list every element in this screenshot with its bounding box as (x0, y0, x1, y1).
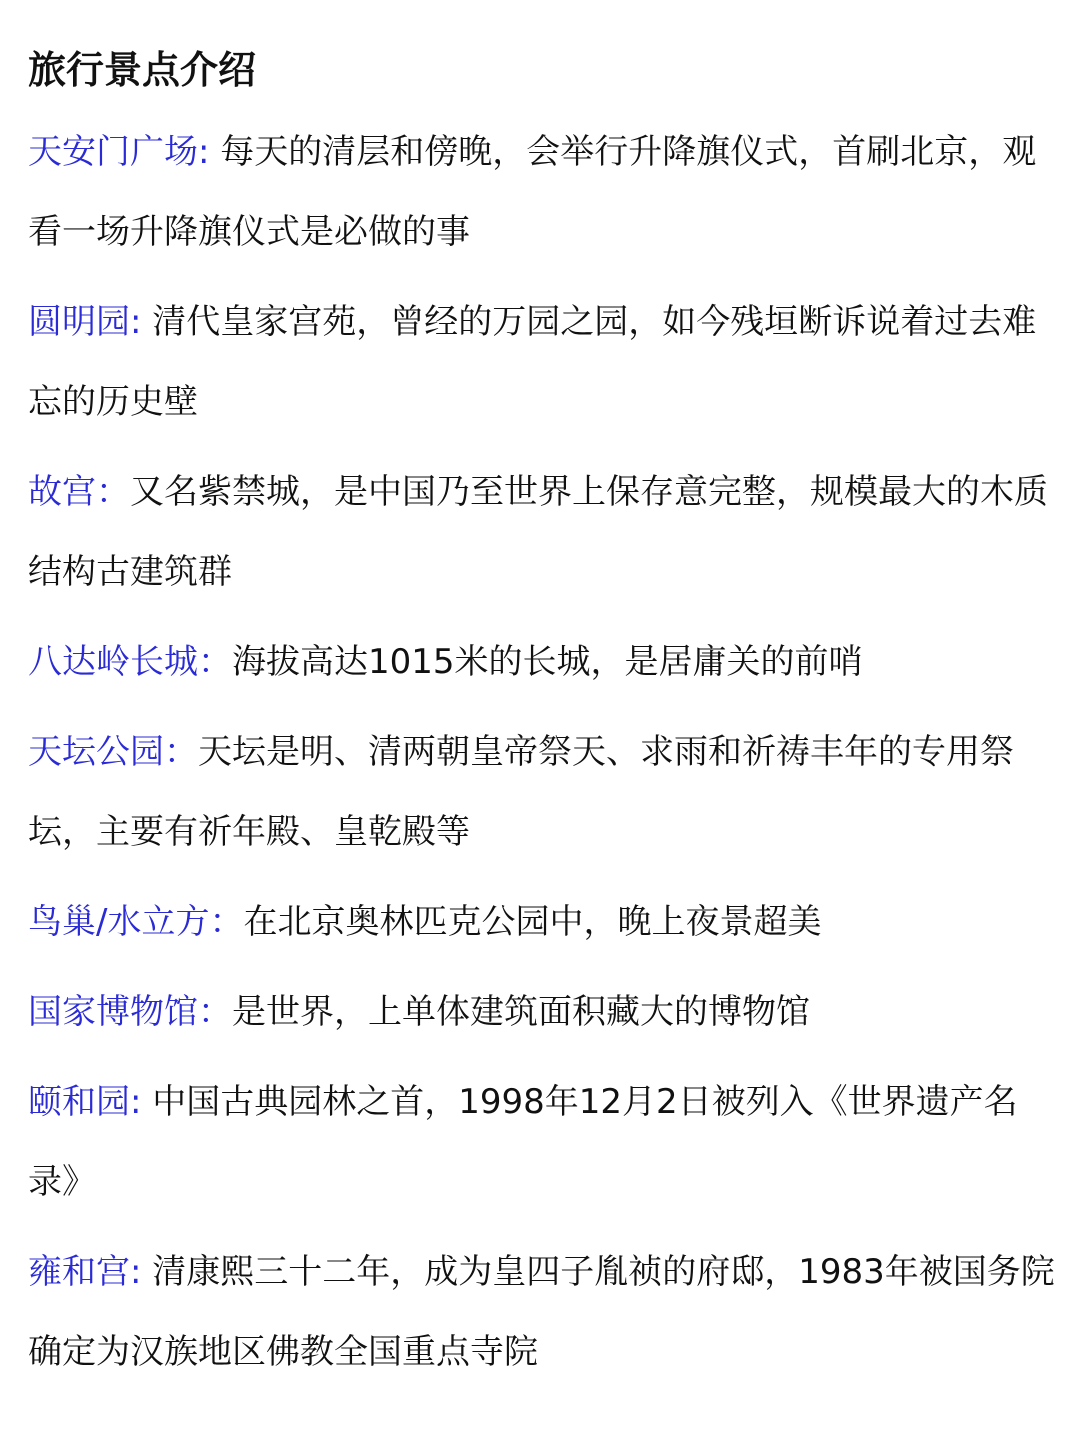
attraction-entry-tiantan (28, 712, 1058, 872)
attraction-description: 在北京奥林匹克公园中，晚上夜景超美 (243, 902, 822, 942)
attraction-name: 颐和园 (28, 1082, 130, 1122)
attraction-description: 中国古典园林之首，1998年12月2日被列入《世界遗产名录》 (28, 1082, 1018, 1202)
attraction-name: 八达岭长城 (28, 642, 198, 682)
attraction-separator: : (198, 132, 221, 172)
attraction-entry-gugong (28, 452, 1058, 612)
attraction-description: 海拔高达1015米的长城，是居庸关的前哨 (232, 642, 863, 682)
attraction-separator: : (130, 302, 153, 342)
attraction-entry-niaochao (28, 882, 1058, 962)
attraction-name: 天坛公园 (28, 732, 164, 772)
attraction-description: 又名紫禁城，是中国乃至世界上保存意完整，规模最大的木质结构古建筑群 (28, 472, 1048, 592)
page-title: 旅行景点介绍 (28, 48, 257, 92)
attraction-separator: ： (164, 732, 198, 772)
attraction-entry-yonghegong (28, 1232, 1058, 1392)
attraction-separator: : (130, 1252, 153, 1292)
attraction-entry-yuanmingyuan (28, 282, 1058, 442)
document-page (28, 38, 1058, 1402)
attraction-entry-yiheyuan (28, 1062, 1058, 1222)
attraction-description: 每天的清层和傍晚，会举行升降旗仪式，首刷北京，观看一场升降旗仪式是必做的事 (28, 132, 1037, 252)
attraction-separator: ： (198, 992, 232, 1032)
attraction-entry-guobo (28, 972, 1058, 1052)
attraction-description: 清康熙三十二年，成为皇四子胤祯的府邸，1983年被国务院确定为汉族地区佛教全国重点寺院 (28, 1252, 1055, 1372)
attraction-separator: ： (96, 472, 130, 512)
attraction-name: 国家博物馆 (28, 992, 198, 1032)
attraction-separator: ： (209, 902, 244, 942)
attraction-name: 雍和宫 (28, 1252, 130, 1292)
attraction-description: 是世界，上单体建筑面积藏大的博物馆 (232, 992, 810, 1032)
attraction-description: 天坛是明、清两朝皇帝祭天、求雨和祈祷丰年的专用祭坛，主要有祈年殿、皇乾殿等 (28, 732, 1014, 852)
attraction-name: 天安门广场 (28, 132, 198, 172)
attraction-separator: ： (198, 642, 232, 682)
attraction-entry-badaling (28, 622, 1058, 702)
attraction-name: 鸟巢/水立方 (28, 902, 210, 942)
attraction-name: 故宫 (28, 472, 96, 512)
attraction-description: 清代皇家宫苑，曾经的万园之园，如今残垣断诉说着过去难忘的历史壁 (28, 302, 1037, 422)
attraction-entry-tiananmen (28, 112, 1058, 272)
attraction-name: 圆明园 (28, 302, 130, 342)
attraction-separator: : (130, 1082, 153, 1122)
